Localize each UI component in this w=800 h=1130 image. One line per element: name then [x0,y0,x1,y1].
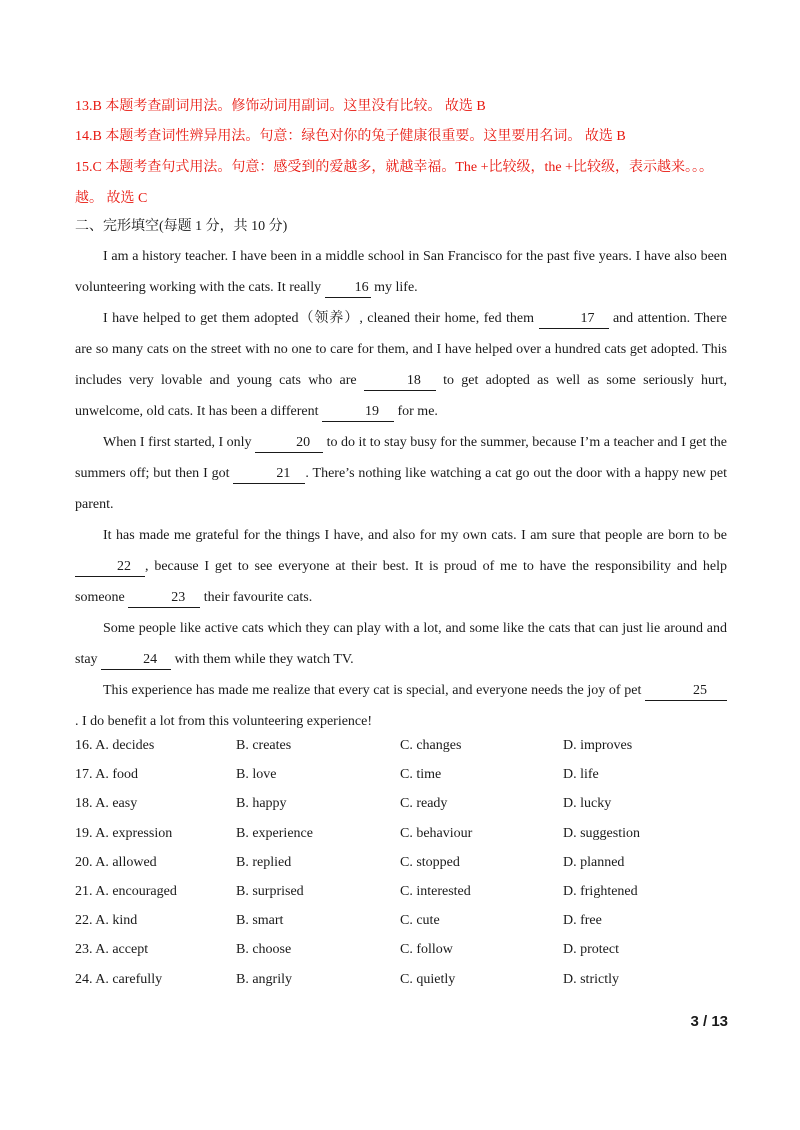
blank-17: 17 [539,310,609,329]
passage-text: I am a history teacher. I have been in a middle school in San Francisco for the past five years. I have also been volunteering working with the cats. It really [75,249,727,295]
passage-text: with them while they watch TV. [171,652,354,667]
option-a: 21. A. encouraged [75,883,177,899]
blank-25: 25 [645,682,727,701]
blank-19: 19 [322,403,394,422]
passage-text: my life. [370,280,418,295]
option-a: 24. A. carefully [75,971,163,987]
option-b: B. surprised [236,883,304,899]
option-d: D. frightened [563,883,638,899]
option-b: B. choose [236,942,292,958]
option-a: 17. A. food [75,767,138,783]
option-c: C. follow [400,942,453,958]
passage-paragraph-3 [75,427,727,520]
option-b: B. angrily [236,971,292,987]
option-c: C. changes [400,738,462,753]
option-c: C. quietly [400,971,456,987]
option-row-24 [75,965,725,994]
option-a: 20. A. allowed [75,854,157,870]
blank-16: 16 [325,279,371,298]
section-title: 二、完形填空(每题 1 分，共 10 分) [75,219,288,234]
option-row-16 [75,731,725,760]
answer-explanation-13: 13.B 本题考查副词用法。修饰动词用副词。这里没有比较。 故选 B [75,99,486,114]
passage-text: and attention. There are so many cats on the street with no one to care for them, and I have helped over a hundred cats get adopted. This includes very lovable and young cats who are [75,311,727,388]
passage-paragraph-5 [75,613,727,675]
option-c: C. cute [400,913,440,929]
page-number: 3 / 13 [690,1013,728,1030]
passage-text: for me. [393,404,438,419]
blank-24: 24 [101,651,171,670]
option-c: C. behaviour [400,825,473,841]
blank-21: 21 [233,465,305,484]
option-c: C. stopped [400,854,460,870]
option-c: C. ready [400,796,448,812]
cloze-passage [75,241,727,737]
option-d: D. lucky [563,796,612,812]
option-d: D. strictly [563,971,619,987]
passage-paragraph-1 [75,241,727,303]
option-c: C. time [400,767,442,783]
option-d: D. planned [563,854,625,870]
option-d: D. life [563,767,599,783]
option-b: B. love [236,767,277,783]
passage-text: . There’s nothing like watching a cat go out the door with a happy new pet parent. [75,466,728,512]
option-row-22 [75,906,725,935]
blank-20: 20 [255,434,323,453]
option-row-19 [75,819,725,848]
option-a: 22. A. kind [75,913,138,929]
passage-text: to do it to stay busy for the summer, because I’m a teacher and I get the summers off; but then I got [75,435,727,481]
option-row-17 [75,760,725,789]
blank-23: 23 [128,589,200,608]
passage-text: Some people like active cats which they can play with a lot, and some like the cats that can just lie around and stay [75,621,727,667]
passage-text: When I first started, I only [103,435,256,450]
option-d: D. protect [563,942,619,958]
option-a: 19. A. expression [75,825,173,841]
answer-explanation-14: 14.B 本题考查词性辨异用法。句意：绿色对你的兔子健康很重要。这里要用名词。 故选 B [75,129,626,144]
passage-text: This experience has made me realize that every cat is special, and everyone needs the joy of pet [103,683,645,698]
option-c: C. interested [400,883,471,899]
option-a: 23. A. accept [75,942,149,958]
passage-paragraph-4 [75,520,727,613]
option-b: B. happy [236,796,287,812]
answer-options [75,731,725,994]
blank-18: 18 [364,372,436,391]
option-a: 18. A. easy [75,796,138,812]
option-d: D. improves [563,738,633,753]
passage-text: It has made me grateful for the things I have, and also for my own cats. I am sure that people are born to be [103,528,727,543]
option-row-23 [75,935,725,964]
passage-text: I have helped to get them adopted（领养）, cleaned their home, fed them [103,311,539,326]
option-row-18 [75,789,725,818]
passage-text: . I do benefit a lot from this volunteering experience! [75,714,373,729]
option-d: D. free [563,913,602,929]
option-b: B. creates [236,738,292,753]
option-a: 16. A. decides [75,738,155,753]
passage-text: , because I get to see everyone at their best. It is proud of me to have the responsibility and help someone [75,559,727,605]
option-b: B. smart [236,913,284,929]
option-b: B. experience [236,825,313,841]
blank-22: 22 [75,558,145,577]
passage-paragraph-2 [75,303,727,427]
passage-text: their favourite cats. [200,590,313,605]
option-row-21 [75,877,725,906]
passage-paragraph-6 [75,675,727,737]
option-d: D. suggestion [563,825,640,841]
option-b: B. replied [236,854,292,870]
option-row-20 [75,848,725,877]
answer-explanation-15: 15.C 本题考查句式用法。句意：感受到的爱越多，就越幸福。The +比较级，the +比较级，表示越来。。。越。 故选 C [75,160,713,206]
passage-text: to get adopted as well as some seriously hurt, unwelcome, old cats. It has been a different [75,373,727,419]
